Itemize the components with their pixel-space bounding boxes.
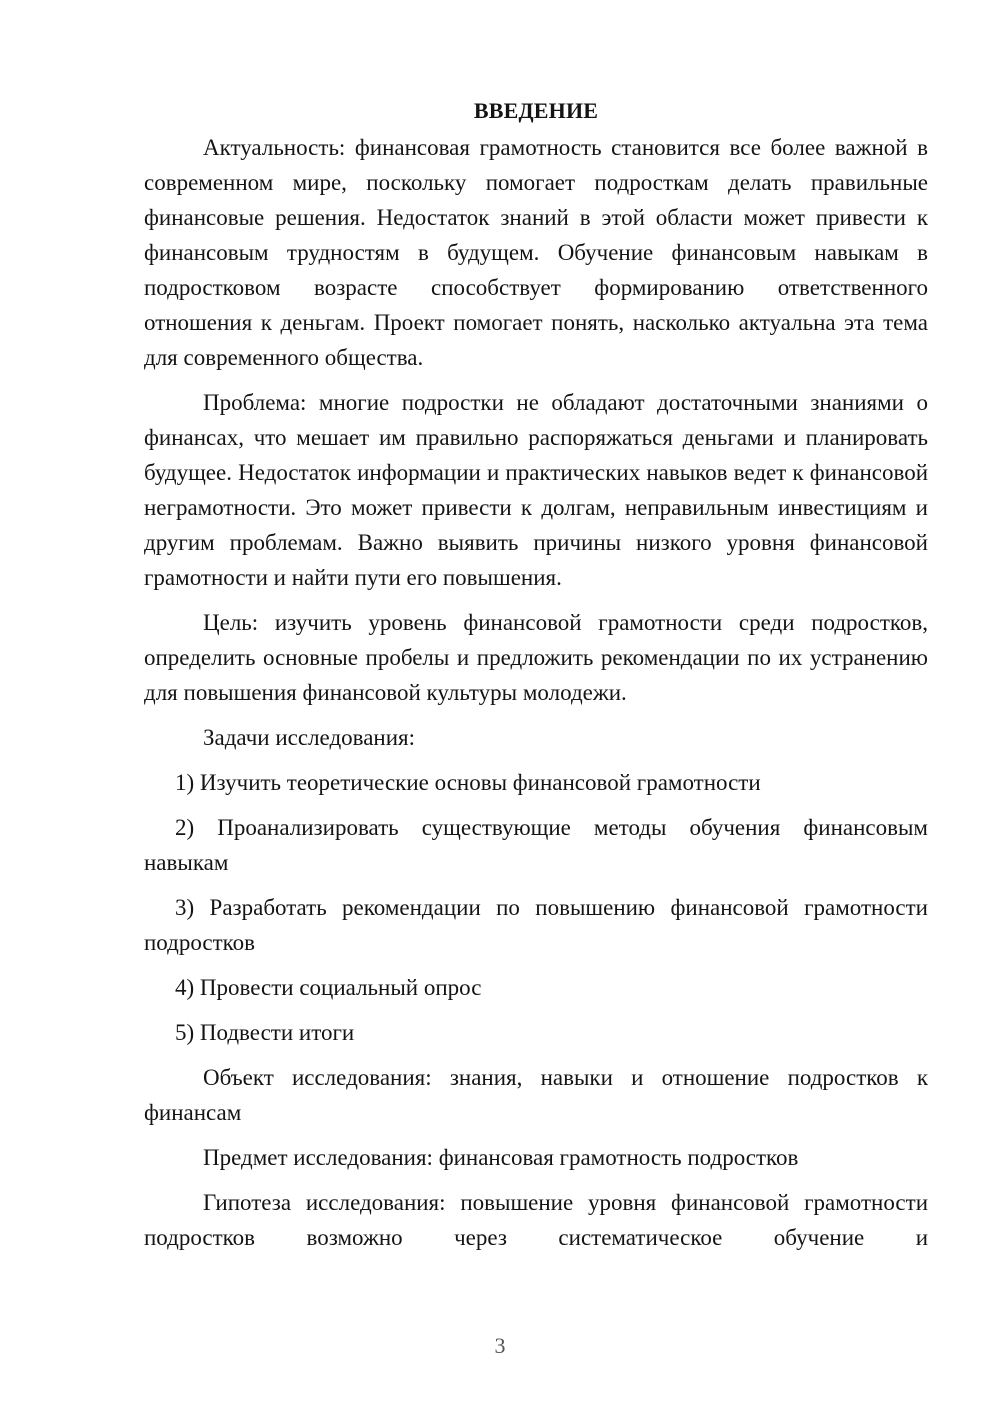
task-item-4: 4) Провести социальный опрос <box>175 975 482 1000</box>
hypothesis-paragraph: Гипотеза исследования: повышение уровня финансовой грамотности подростков возможно через систематическое обучение и <box>144 1190 928 1250</box>
goal-paragraph: Цель: изучить уровень финансовой грамотности среди подростков, определить основные пробелы и предложить рекомендации по их устранению для повышения финансовой культуры молодежи. <box>144 610 928 705</box>
page-body <box>144 93 928 1255</box>
object-paragraph: Объект исследования: знания, навыки и отношение подростков к финансам <box>144 1065 928 1125</box>
task-item-2: 2) Проанализировать существующие методы обучения финансовым навыкам <box>144 815 928 875</box>
tasks-heading: Задачи исследования: <box>203 725 416 750</box>
subject-paragraph: Предмет исследования: финансовая грамотность подростков <box>203 1145 799 1170</box>
tasks-list <box>144 765 928 1050</box>
section-title: ВВЕДЕНИЕ <box>473 98 599 123</box>
problem-paragraph: Проблема: многие подростки не обладают достаточными знаниями о финансах, что мешает им правильно распоряжаться деньгами и планировать будущее. Недостаток информации и практических навыков ведет к финансовой неграмотности. Это может привести к долгам, неправильным инвестициям и другим проблемам. Важно выявить причины низкого уровня финансовой грамотности и найти пути его повышения. <box>144 390 928 590</box>
relevance-paragraph: Актуальность: финансовая грамотность становится все более важной в современном мире, поскольку помогает подросткам делать правильные финансовые решения. Недостаток знаний в этой области может привести к финансовым трудностям в будущем. Обучение финансовым навыкам в подростковом возрасте способствует формированию ответственного отношения к деньгам. Проект помогает понять, насколько актуальна эта тема для современного общества. <box>144 135 928 370</box>
page-number: 3 <box>494 1333 506 1358</box>
task-item-1: 1) Изучить теоретические основы финансовой грамотности <box>175 770 761 795</box>
task-item-5: 5) Подвести итоги <box>175 1020 355 1045</box>
task-item-3: 3) Разработать рекомендации по повышению финансовой грамотности подростков <box>144 895 928 955</box>
